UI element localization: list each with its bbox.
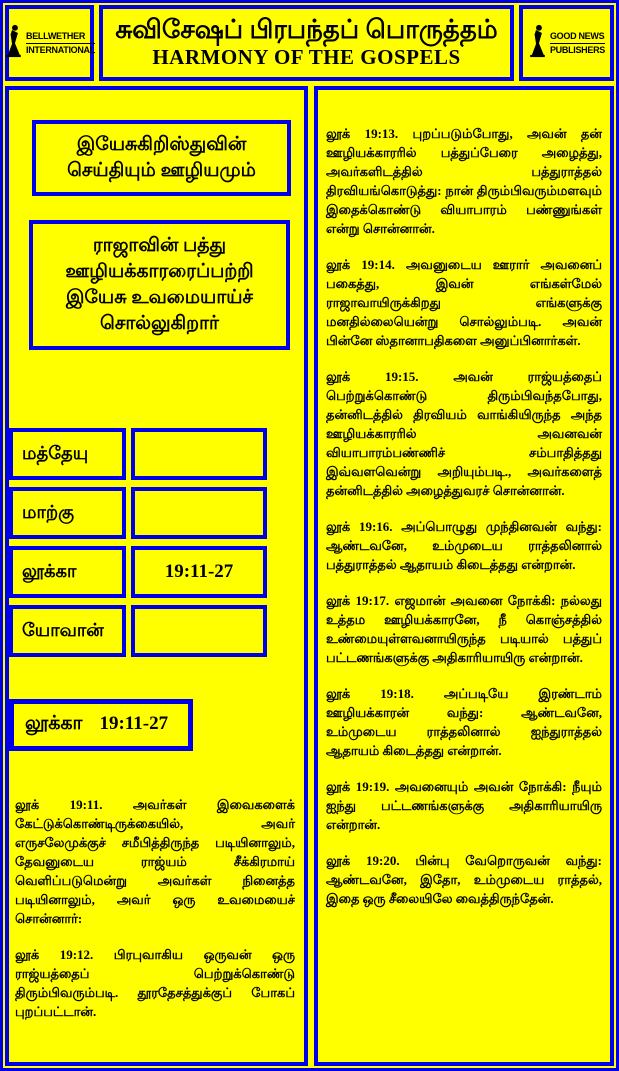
right-panel	[314, 86, 614, 1066]
header	[5, 5, 614, 81]
verse-19-13: லூக் 19:13. புறப்படும்போது, அவன் தன் ஊழியக்காரரில் பத்துப்பேரை அழைத்து, அவர்களிடத்தில் பத்துராத்தல் திரவியங்கொடுத்து: நான் திரும்பிவரும்மளவும் இதைக்கொண்டு வியாபாரம் பண்ணுங்கள் என்று சொன்னான்.	[326, 126, 602, 236]
parable-box-line-4: சொல்லுகிறார்	[100, 313, 219, 334]
title-english: HARMONY OF THE GOSPELS	[152, 45, 461, 70]
table-row	[9, 428, 304, 480]
message-box-line-1: இயேசுகிறிஸ்துவின்	[76, 134, 247, 155]
left-verse-text	[15, 795, 295, 1021]
logo-line-1: GOOD NEWS	[550, 30, 605, 43]
parable-box-line-2: ஊழியக்காரரைப்பற்றி	[65, 261, 254, 282]
bellwether-logo-text	[26, 30, 95, 55]
parable-box-line-3: இயேசு உவமையாய்ச்	[65, 287, 254, 308]
gospel-label-john: யோவான்	[9, 605, 126, 657]
gospel-label-mark: மாற்கு	[9, 487, 126, 539]
parable-title-box	[29, 220, 290, 350]
gospel-ref-john	[131, 605, 267, 657]
table-row	[9, 487, 304, 539]
verse-19-20: லூக் 19:20. பின்பு வேறொருவன் வந்து: ஆண்டவனே, இதோ, உம்முடைய ராத்தல், இதை ஒரு சீலையிலே வைத்திருந்தேன்.	[326, 853, 602, 906]
left-panel	[5, 86, 308, 1066]
message-ministry-box	[32, 120, 291, 196]
table-row	[9, 546, 304, 598]
verse-19-19: லூக் 19:19. அவனையும் அவன் நோக்கி: நீயும் ஐந்து பட்டணங்களுக்கு அதிகாரியாயிரு என்றான்.	[326, 779, 602, 832]
verse-19-16: லூக் 19:16. அப்பொழுது முந்தினவன் வந்து: ஆண்டவனே, உம்முடைய ராத்தலினால் பத்துராத்தல் ஆதாயம் கிடைத்தது என்றான்.	[326, 519, 602, 572]
goodnews-logo	[519, 5, 614, 81]
logo-line-1: BELLWETHER	[26, 30, 95, 43]
section-heading-luke	[9, 699, 193, 751]
gospel-label-luke: லூக்கா	[9, 546, 126, 598]
bellringer-icon	[4, 21, 23, 66]
verse-19-17: லூக் 19:17. எஜமான் அவனை நோக்கி: நல்லது உத்தம ஊழியக்காரனே, நீ கொஞ்சத்தில் உண்மையுள்ளவனாயிருந்த படியால் பத்துப் பட்டணங்களுக்கு அதிகாரியாயிரு என்றான்.	[326, 593, 602, 665]
verse-19-18: லூக் 19:18. அப்படியே இரண்டாம் ஊழியக்காரன் வந்து: ஆண்டவனே, உம்முடைய ராத்தலினால் ஐந்துராத்தல் ஆதாயம் கிடைத்தது என்றான்.	[326, 686, 602, 758]
verse-19-12: லூக் 19:12. பிரபுவாகிய ஒருவன் ஒரு ராஜ்யத்தைப் பெற்றுக்கொண்டு திரும்பிவரும்படி. தூரதேசத்துக்குப் போகப் புறப்பட்டான்.	[15, 947, 295, 1019]
message-box-line-2: செய்தியும் ஊழியமும்	[67, 160, 256, 181]
parable-box-line-1: ராஜாவின் பத்து	[92, 235, 227, 256]
title-box	[99, 5, 514, 81]
bellwether-logo	[5, 5, 94, 81]
gospel-reference-table	[9, 428, 304, 657]
section-heading-reference: 19:11-27	[99, 713, 169, 734]
verse-19-15: லூக் 19:15. அவன் ராஜ்யத்தைப் பெற்றுக்கொண்டு திரும்பிவந்தபோது, தன்னிடத்தில் திரவியம் வாங்கியிருந்த அந்த ஊழியக்காரரில் அவனவன் வியாபாரம்பண்ணிச் சம்பாதித்தது இவ்வளவென்று அறியும்படி., அவர்களைத் தன்னிடத்தில் அழைத்துவரச் சொன்னான்.	[326, 369, 602, 498]
verse-19-14: லூக் 19:14. அவனுடைய ஊரார் அவனைப் பகைத்து, இவன் எங்கள்மேல் ராஜாவாயிருக்கிறது எங்களுக்கு மனதில்லையென்று சொல்லும்படி. அவன் பின்னே ஸ்தானாபதிகளை அனுப்பினார்கள்.	[326, 257, 602, 348]
body	[5, 86, 614, 1066]
logo-line-2: PUBLISHERS	[549, 44, 605, 55]
title-tamil: சுவிசேஷப் பிரபந்தப் பொருத்தம்	[115, 15, 498, 45]
logo-line-2: INTERNATIONAL	[26, 44, 95, 55]
gospel-ref-matthew	[131, 428, 267, 480]
bellringer-icon	[528, 21, 547, 66]
goodnews-logo-text	[550, 30, 605, 55]
gospel-label-matthew: மத்தேயு	[9, 428, 126, 480]
section-heading-book: லூக்கா	[25, 713, 83, 734]
verse-19-11: லூக் 19:11. அவர்கள் இவைகளைக் கேட்டுக்கொண்டிருக்கையில், அவர் எருசலேமுக்குச் சமீபித்திருந்த படியினாலும், தேவனுடைய ராஜ்யம் சீக்கிரமாய் வெளிப்படுமென்று அவர்கள் நினைத்த படியினாலும், அவர் ஒரு உவமையைச் சொன்னார்:	[15, 797, 295, 926]
table-row	[9, 605, 304, 657]
gospel-ref-mark	[131, 487, 267, 539]
gospel-ref-luke: 19:11-27	[131, 546, 267, 598]
